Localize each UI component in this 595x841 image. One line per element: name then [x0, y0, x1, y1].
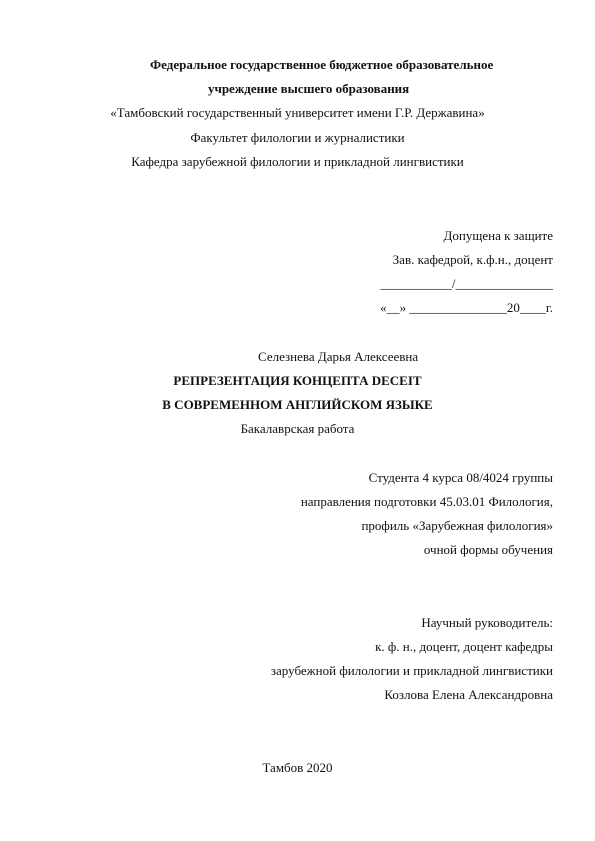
institution-line-2: учреждение высшего образования	[208, 81, 410, 96]
thesis-title-line-1: РЕПРЕЗЕНТАЦИЯ КОНЦЕПТА DECEIT	[173, 373, 422, 388]
supervisor-label: Научный руководитель:	[421, 615, 553, 630]
department-name: Кафедра зарубежной филологии и прикладной лингвистики	[131, 154, 464, 169]
date-line: «__» _______________20____г.	[380, 300, 553, 315]
institution-line-1: Федеральное государственное бюджетное образовательное	[150, 57, 494, 72]
admitted-to-defense: Допущена к защите	[443, 228, 553, 243]
faculty-name: Факультет филологии и журналистики	[190, 130, 405, 145]
author-name: Селезнева Дарья Алексеевна	[258, 349, 419, 364]
thesis-title-line-2: В СОВРЕМЕННОМ АНГЛИЙСКОМ ЯЗЫКЕ	[162, 397, 433, 412]
supervisor-department: зарубежной филологии и прикладной лингвистики	[270, 663, 553, 678]
signature-line: ___________/_______________	[380, 276, 553, 291]
city-year: Тамбов 2020	[262, 760, 333, 775]
head-of-department: Зав. кафедрой, к.ф.н., доцент	[392, 252, 553, 267]
student-info-line-4: очной формы обучения	[423, 542, 553, 557]
student-info-line-3: профиль «Зарубежная филология»	[361, 518, 553, 533]
student-info-line-2: направления подготовки 45.03.01 Филология,	[300, 494, 553, 509]
supervisor-name: Козлова Елена Александровна	[384, 687, 553, 702]
student-info-line-1: Студента 4 курса 08/4024 группы	[368, 470, 553, 485]
university-name: «Тамбовский государственный университет имени Г.Р. Державина»	[110, 105, 485, 120]
work-type: Бакалаврская работа	[240, 421, 355, 436]
supervisor-degree: к. ф. н., доцент, доцент кафедры	[375, 639, 553, 654]
